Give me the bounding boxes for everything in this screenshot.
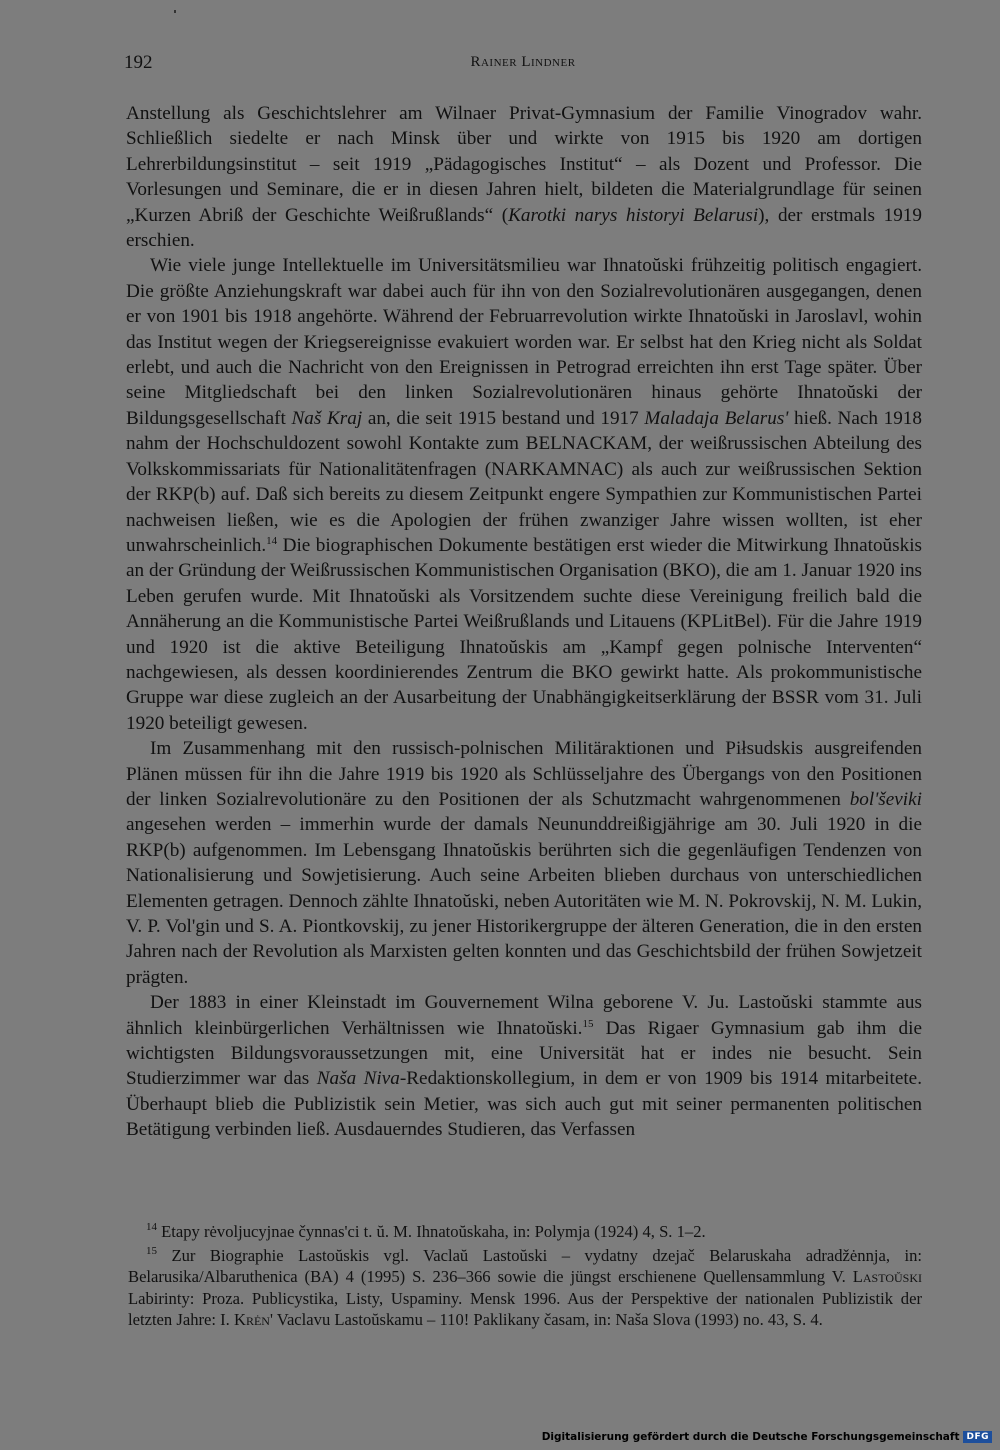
footnote-ref-14[interactable]: 14 <box>266 534 278 547</box>
footnote-ref-15[interactable]: 15 <box>582 1017 594 1030</box>
paragraph-3: Im Zusammenhang mit den russisch-polnischen Militäraktionen und Piłsudskis ausgreifenden Plänen müssen für ihn die Jahre 1919 bis 1920 als Schlüsseljahre des Übergangs von den Positionen der linken Sozialrevolutionäre zu den Positionen der als Schutzmacht wahrgenommenen bol'ševiki angesehen werden – immerhin wurde der damals Neununddreißigjährige am 30. Juli 1920 in die RKP(b) aufgenommen. Im Lebensgang Ihnatoŭskis berührten sich die gegenläufigen Tendenzen von Nationalisierung und Sowjetisierung. Auch seine Arbeiten blieben durchaus von unterschiedlichen Elementen getragen. Dennoch zählte Ihnatoŭski, neben Autoritäten wie M. N. Pokrovskij, N. M. Lukin, V. P. Vol'gin und S. A. Piontkovskij, zu jener Historikergruppe der älteren Generation, die in den ersten Jahren nach der Revolution als Marxisten gelten konnten und das Geschichtsbild der frühen Sowjetzeit prägten. <box>126 738 922 988</box>
scan-speck <box>174 10 176 13</box>
page-number: 192 <box>124 52 153 73</box>
running-head: Rainer Lindner <box>470 54 576 70</box>
paragraph-1: Anstellung als Geschichtslehrer am Wilnaer Privat-Gymnasium der Familie Vinogradov wahr. Schließlich siedelte er nach Minsk über und wirkte von 1915 bis 1920 am dortigen Lehrerbildungsinstitut – seit 1919 „Pädagogisches Institut“ – als Dozent und Professor. Die Vorlesungen und Seminare, die er in diesen Jahren hielt, bildeten die Materialgrundlage für seinen „Kurzen Abriß der Geschichte Weißrußlands“ (Karotki narys historyi Belarusi), der erstmals 1919 erschien. <box>126 103 922 252</box>
paragraph-4: Der 1883 in einer Kleinstadt im Gouvernement Wilna geborene V. Ju. Lastoŭski stammte aus ähnlich kleinbürgerlichen Verhältnissen wie Ihnatoŭski.$^{15}$ Das Rigaer Gymnasium gab ihm die wichtigsten Bildungsvoraussetzungen mit, eine Universität hat er indes nie besucht. Sein Studierzimmer war das Naša Niva-Redaktionskollegium, in dem er von 1909 bis 1914 mitarbeitete. Überhaupt blieb die Publizistik sein Metier, was sich auch gut mit seiner permanenten politischen Betätigung verbinden ließ. Ausdauerndes Studieren, das Verfassen <box>126 992 922 1141</box>
footnotes <box>128 1221 922 1333</box>
digitization-credit <box>542 1428 992 1446</box>
credit-text: Digitalisierung gefördert durch die Deutsche Forschungsgemeinschaft <box>541 1431 960 1443</box>
footnote-14: $^{14}$ Etapy rėvoljucyjnae čynnas'ci t. ŭ. M. Ihnatoŭskaha, in: Polymja (1924) 4, S. 1–2. <box>146 1221 706 1241</box>
page-header <box>124 52 922 82</box>
body-text <box>126 101 922 1143</box>
footnote-15: $^{15}$ Zur Biographie Lastoŭskis vgl. Vaclaŭ Lastoŭski – vydatny dzejač Belaruskaha adradžėnnja, in: Belarusika/Albaruthenica (BA) 4 (1995) S. 236–366 sowie die jüngst erschienene Quellensammlung V. Lastoŭski Labirinty: Proza. Publicystika, Listy, Uspaminy. Mensk 1996. Aus der Perspektive der nationalen Publizistik der letzten Jahre: I. Krėn' Vaclavu Lastoŭskamu – 110! Paklikany časam, in: Naša Slova (1993) no. 43, S. 4. <box>128 1244 922 1329</box>
dfg-logo: DFG <box>963 1431 992 1443</box>
paragraph-2: Wie viele junge Intellektuelle im Universitätsmilieu war Ihnatoŭski frühzeitig politisch engagiert. Die größte Anziehungskraft war dabei auch für ihn von den Sozialrevolutionären ausgegangen, denen er von 1901 bis 1918 angehörte. Während der Februarrevolution wirkte Ihnatoŭski in Jaroslavl, wohin das Institut wegen der Kriegsereignisse evakuiert worden war. Er selbst hat den Krieg nicht als Soldat erlebt, und auch die Nachricht von den Ereignissen in Petrograd erreichten ihn erst Tage später. Über seine Mitgliedschaft bei den linken Sozialrevolutionären hinaus gehörte Ihnatoŭski der Bildungsgesellschaft Naš Kraj an, die seit 1915 bestand und 1917 Maladaja Belarus' hieß. Nach 1918 nahm der Hochschuldozent sowohl Kontakte zum BELNACKAM, der weißrussischen Abteilung des Volkskommissariats für Nationalitätenfragen (NARKAMNAC) als auch zur weißrussischen Sektion der RKP(b) auf. Daß sich bereits zu diesem Zeitpunkt engere Sympathien zur Kommunistischen Partei nachweisen ließen, wie es die Apologien der frühen zwanziger Jahre wissen wollten, ist eher unwahrscheinlich.$^{14}$ Die biographischen Dokumente bestätigen erst wieder die Mitwirkung Ihnatoŭskis an der Gründung der Weißrussischen Kommunistischen Organisation (BKO), die am 1. Januar 1920 ins Leben gerufen wurde. Mit Ihnatoŭski als Vorsitzendem suchte diese Vereinigung freilich bald die Annäherung an die Kommunistische Partei Weißrußlands und Litauens (KPLitBel). Für die Jahre 1919 und 1920 ist die aktive Beteiligung Ihnatoŭskis am „Kampf gegen polnische Interventen“ nachgewiesen, als dessen koordinierendes Zentrum die BKO gewirkt hatte. Als prokommunistische Gruppe war diese zugleich an der Ausarbeitung der Unabhängigkeitserklärung der BSSR vom 31. Juli 1920 beteiligt gewesen. <box>126 255 922 734</box>
